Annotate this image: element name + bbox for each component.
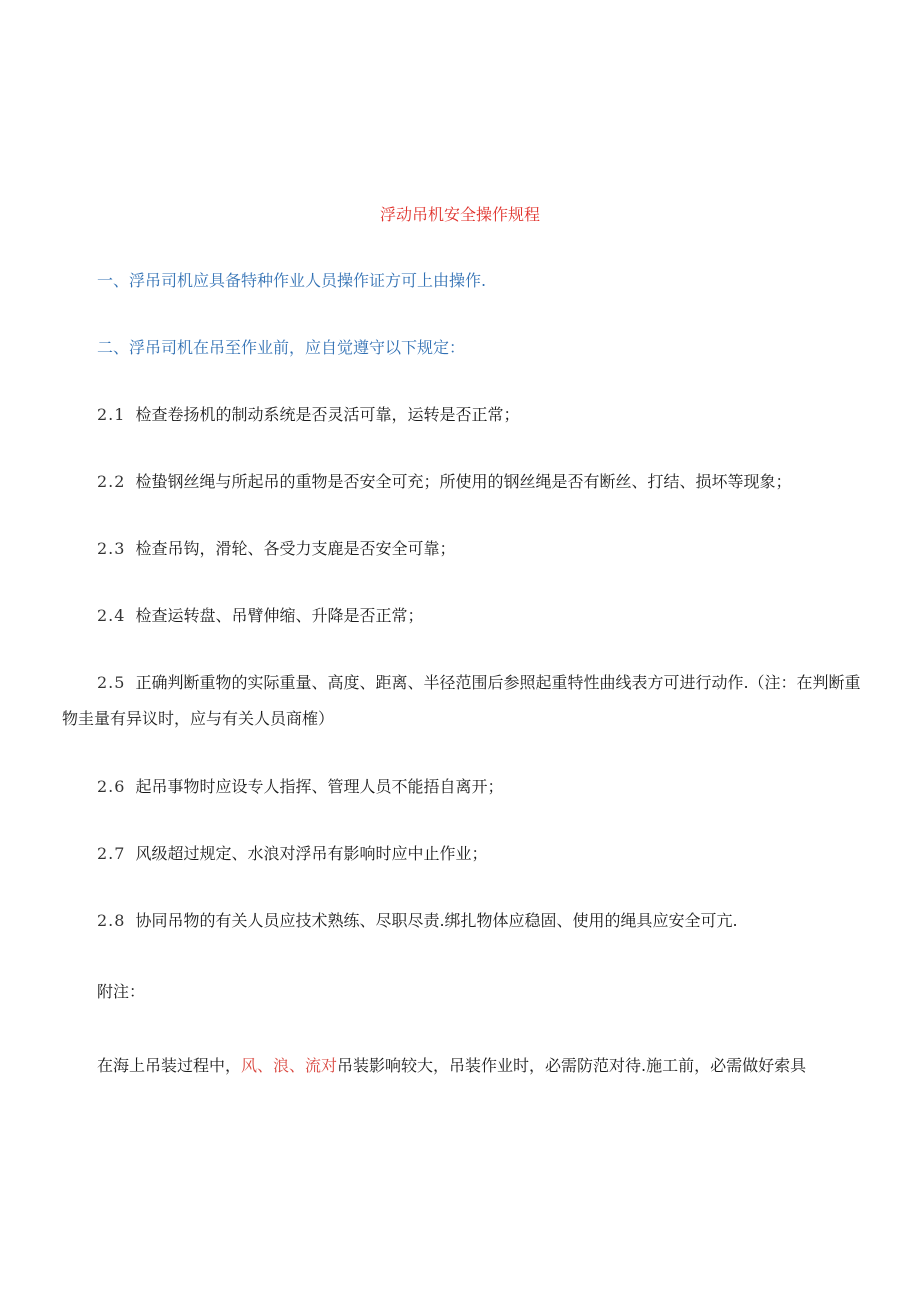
section-2: 二、浮吊司机在吊至作业前，应自觉遵守以下规定：: [97, 338, 466, 357]
document-title: 浮动吊机安全操作规程: [379, 205, 540, 224]
note-paragraph: [97, 1056, 806, 1076]
item-text: 起吊事物时应设专人指挥、管理人员不能捂自离开；: [135, 777, 504, 796]
item-text: 检查吊钩，滑轮、各受力支鹿是否安全可靠；: [135, 539, 456, 558]
note-text-after: 吊装影响较大，吊装作业时，必需防范对待.施工前，必需做好索具: [337, 1056, 807, 1075]
item-text: 检查运转盘、吊臂伸缩、升降是否正常；: [135, 606, 424, 625]
item-number: 2.5: [97, 673, 126, 692]
item-2-3: [97, 539, 455, 559]
item-2-2: [97, 472, 791, 492]
note-highlight: 风、浪、流对: [241, 1056, 338, 1075]
note-text-before: 在海上吊装过程中，: [97, 1056, 242, 1075]
item-number: 2.3: [97, 539, 126, 558]
item-text: 检蛰钢丝绳与所起吊的重物是否安全可充；所使用的钢丝绳是否有断丝、打结、损坏等现象；: [135, 472, 792, 491]
item-text: 正确判断重物的实际重量、高度、距离、半径范围后参照起重特性曲线表方可进行动作.（注：在判断重物圭量有异议时，应与有关人员商榷）: [62, 673, 861, 728]
item-number: 2.4: [97, 606, 126, 625]
item-2-6: [97, 777, 503, 797]
item-text: 风级超过规定、水浪对浮吊有影响时应中止作业；: [135, 844, 488, 863]
item-2-7: [97, 844, 487, 864]
item-2-1: [97, 405, 519, 425]
item-2-5: [62, 665, 862, 737]
item-text: 协同吊物的有关人员应技术熟练、尽职尽责.绑扎物体应稳固、使用的绳具应安全可亢.: [135, 911, 738, 930]
item-number: 2.7: [97, 844, 126, 863]
item-text: 检查卷扬机的制动系统是否灵活可靠，运转是否正常；: [135, 405, 520, 424]
item-2-8: [97, 911, 738, 931]
item-2-4: [97, 606, 423, 626]
item-number: 2.6: [97, 777, 126, 796]
item-number: 2.1: [97, 405, 126, 424]
item-number: 2.8: [97, 911, 126, 930]
item-number: 2.2: [97, 472, 126, 491]
note-label: 附注：: [97, 982, 146, 1001]
section-1: 一、浮吊司机应具备特种作业人员操作证方可上由操作.: [97, 271, 487, 290]
